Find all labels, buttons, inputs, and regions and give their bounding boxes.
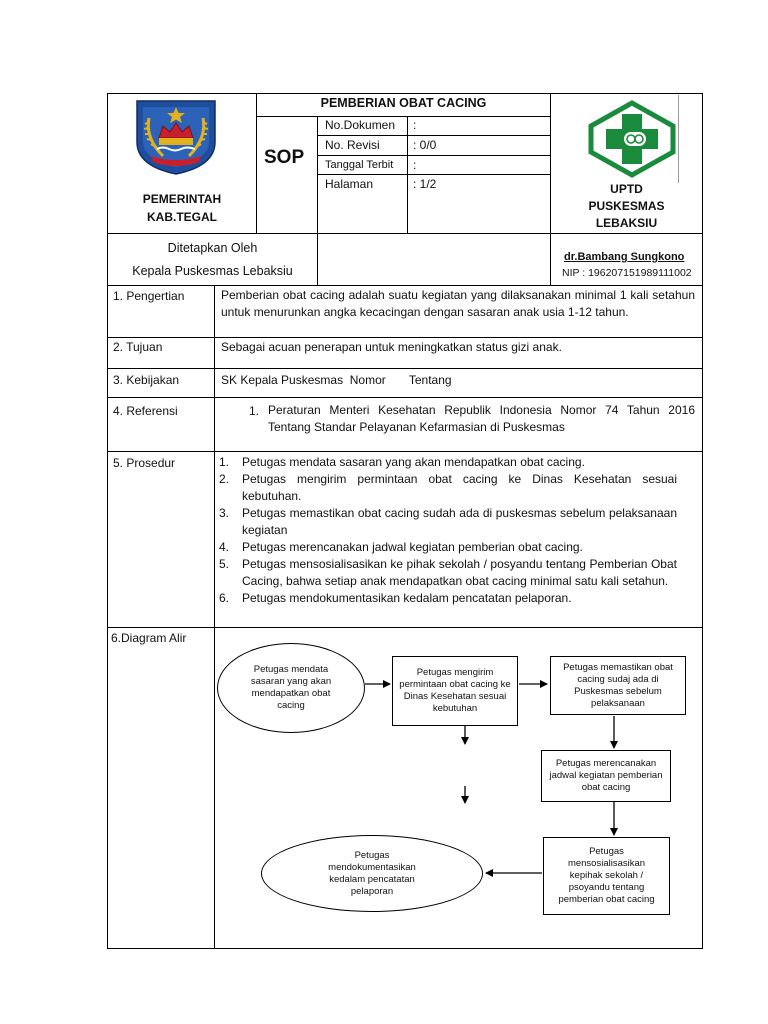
text-referensi: Peraturan Menteri Kesehatan Republik Indonesia Nomor 74 Tahun 2016 Tentang Standar Pelayanan Kefarmasian di Puskesmas (268, 403, 695, 434)
list-item: 5. Petugas mensosialisasikan ke pihak sekolah / posyandu tentang Pemberian Obat Cacing, bahwa setiap anak mendapatkan obat cacing minimal satu kali setahun. (219, 557, 677, 588)
list-item: 2. Petugas mengirim permintaan obat cacing ke Dinas Kesehatan sesuai kebutuhan. (219, 472, 677, 503)
docinfo-value-nodokumen: : (413, 118, 417, 132)
label-pengertian: 1. Pengertian (113, 289, 185, 303)
unit-name-line2: PUSKESMAS (588, 199, 665, 213)
unit-name-line3: LEBAKSIU (595, 216, 658, 230)
docinfo-value-halaman: : 1/2 (413, 177, 437, 191)
flow-node-2: Petugas mengirim permintaan obat cacing ke Dinas Kesehatan sesuai kebutuhan (392, 656, 518, 726)
referensi-num: 1. (249, 404, 260, 418)
docinfo-value-tanggal: : (413, 158, 417, 172)
approval-line2: Kepala Puskesmas Lebaksiu (132, 264, 293, 278)
signer-name: dr.Bambang Sungkono (564, 251, 685, 263)
gov-name-line2: KAB.TEGAL (147, 210, 217, 224)
flow-node-1: Petugas mendata sasaran yang akan mendapatkan obat cacing (217, 643, 365, 733)
text-tujuan: Sebagai acuan penerapan untuk meningkatkan status gizi anak. (221, 340, 562, 354)
docinfo-label-norevisi: No. Revisi (325, 138, 380, 152)
approval-line1: Ditetapkan Oleh (167, 241, 258, 255)
label-tujuan: 2. Tujuan (113, 340, 163, 354)
sop-label: SOP (264, 147, 305, 168)
unit-name-line1: UPTD (610, 182, 643, 196)
docinfo-value-norevisi: : 0/0 (413, 138, 437, 152)
page-title: PEMBERIAN OBAT CACING (320, 96, 487, 110)
gov-name-line1: PEMERINTAH (142, 192, 222, 206)
docinfo-label-halaman: Halaman (325, 177, 374, 191)
label-prosedur: 5. Prosedur (113, 456, 176, 470)
flow-node-4: Petugas merencanakan jadwal kegiatan pemberian obat cacing (541, 750, 671, 802)
text-pengertian: Pemberian obat cacing adalah suatu kegiatan yang dilaksanakan minimal 1 kali setahun untuk menurunkan angka kecacingan dengan sasaran anak usia 1-12 tahun. (221, 288, 695, 319)
flow-node-5: Petugas mensosialisasikan kepihak sekolah / psoyandu tentang pemberian obat cacing (543, 837, 670, 915)
flow-node-3: Petugas memastikan obat cacing sudaj ada di Puskesmas sebelum pelaksanaan (550, 656, 686, 715)
signer-nip: NIP : 196207151989111002 (562, 267, 692, 279)
label-referensi: 4. Referensi (113, 404, 178, 418)
list-item: 3. Petugas memastikan obat cacing sudah ada di puskesmas sebelum pelaksanaan kegiatan (219, 506, 677, 537)
docinfo-label-tanggal: Tanggal Terbit (325, 159, 394, 171)
list-item: 4. Petugas merencanakan jadwal kegiatan pemberian obat cacing. (219, 540, 583, 554)
label-kebijakan: 3. Kebijakan (113, 373, 180, 387)
label-diagram: 6.Diagram Alir (111, 631, 187, 645)
list-item: 1. Petugas mendata sasaran yang akan mendapatkan obat cacing. (219, 455, 585, 469)
flow-node-6: Petugas mendokumentasikan kedalam pencatatan pelaporan (261, 835, 483, 912)
list-item: 6. Petugas mendokumentasikan kedalam pencatatan pelaporan. (219, 591, 572, 605)
docinfo-label-nodokumen: No.Dokumen (325, 118, 396, 132)
text-kebijakan: SK Kepala Puskesmas Nomor Tentang (221, 373, 452, 387)
